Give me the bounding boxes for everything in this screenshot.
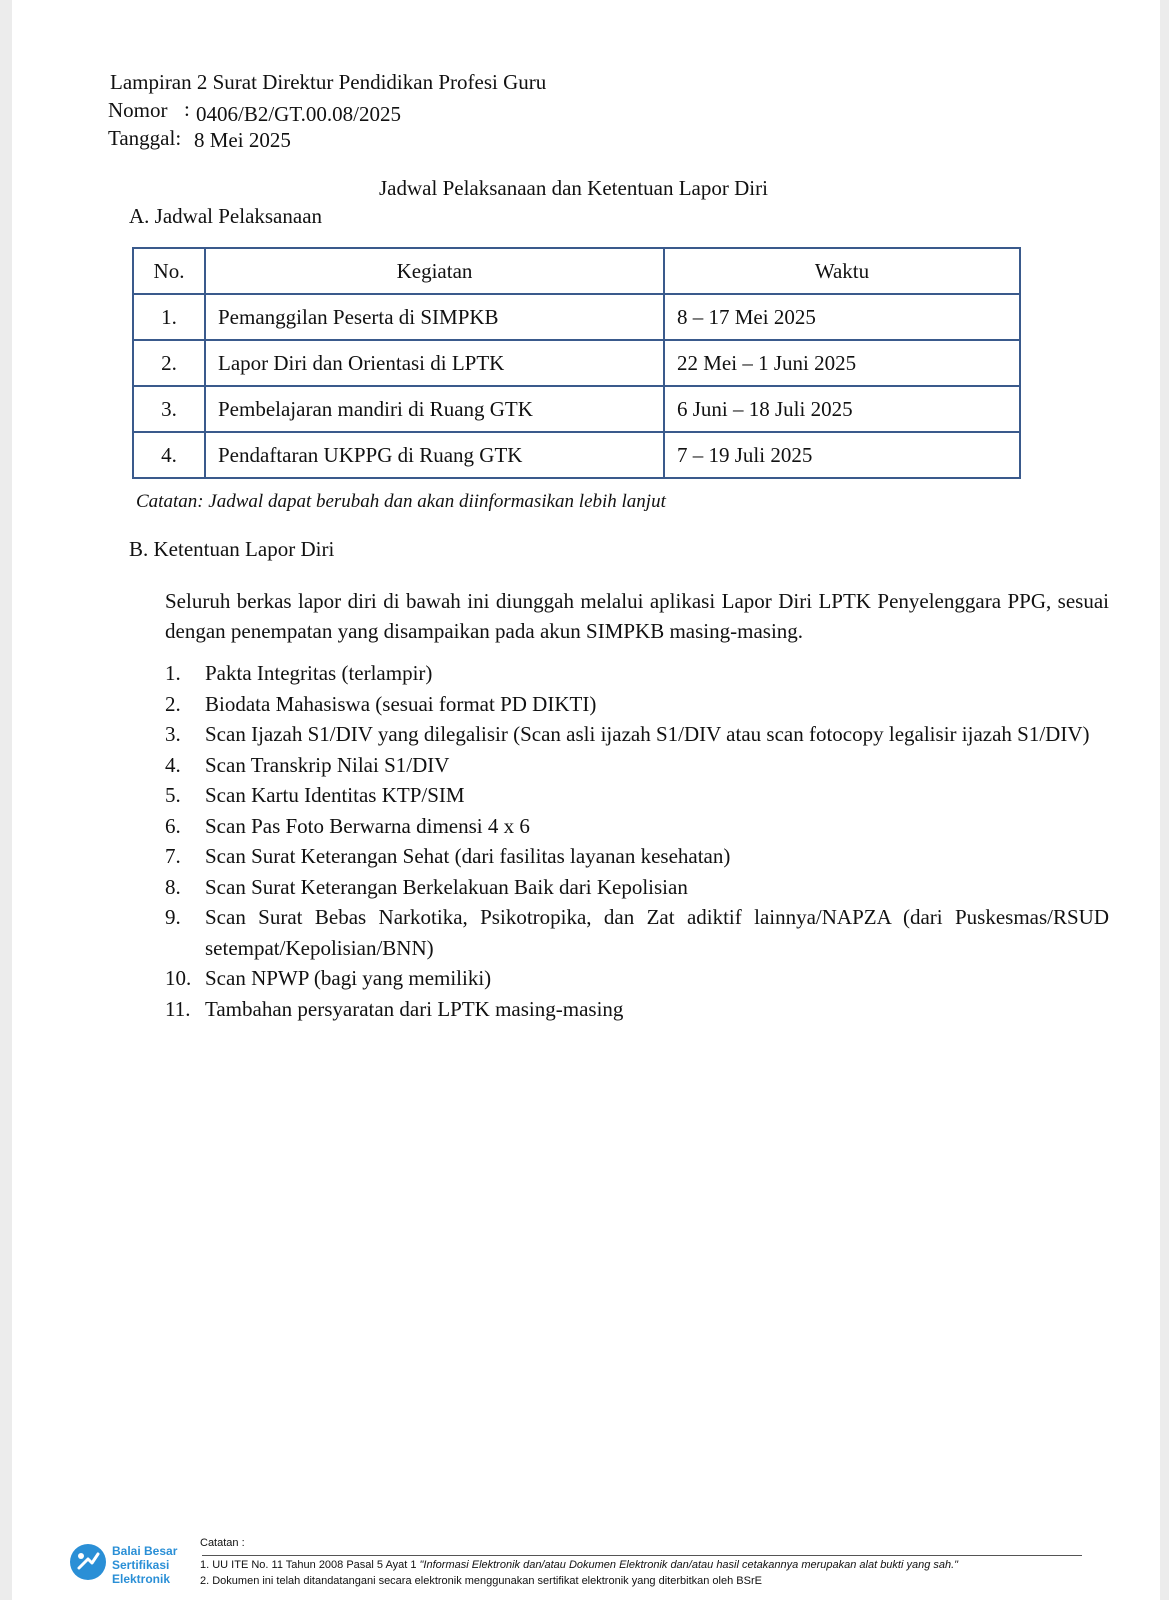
list-item: 3. Scan Ijazah S1/DIV yang dilegalisir (Scan asli ijazah S1/DIV atau scan fotocopy legalisir ijazah S1/DIV) (165, 722, 1090, 746)
row-activity: Pembelajaran mandiri di Ruang GTK (205, 386, 664, 432)
list-item: 1. Pakta Integritas (terlampir) (165, 661, 433, 685)
row-number: 1. (133, 294, 205, 340)
row-activity: Pendaftaran UKPPG di Ruang GTK (205, 432, 664, 478)
row-time: 6 Juni – 18 Juli 2025 (664, 386, 1020, 432)
table-row (133, 386, 1020, 432)
tanggal-value: 8 Mei 2025 (194, 128, 291, 152)
list-item: 8. Scan Surat Keterangan Berkelakuan Baik dari Kepolisian (165, 874, 688, 899)
row-number: 3. (133, 386, 205, 432)
header-kegiatan: Kegiatan (205, 248, 664, 294)
bsre-logo-icon (68, 1542, 108, 1582)
list-item: 7. Scan Surat Keterangan Sehat (dari fasilitas layanan kesehatan) (165, 844, 731, 868)
list-item: 6. Scan Pas Foto Berwarna dimensi 4 x 6 (165, 813, 530, 838)
list-item: 2. Biodata Mahasiswa (sesuai format PD DIKTI) (165, 691, 597, 716)
row-time: 7 – 19 Juli 2025 (664, 432, 1020, 478)
list-item: 11. Tambahan persyaratan dari LPTK masing-masing (165, 996, 624, 1021)
row-time: 22 Mei – 1 Juni 2025 (664, 340, 1020, 386)
footer-note-2: 2. Dokumen ini telah ditandatangani secara elektronik menggunakan sertifikat elektronik yang diterbitkan oleh BSrE (200, 1575, 762, 1587)
table-row (133, 294, 1020, 340)
list-item: 10. Scan NPWP (bagi yang memiliki) (165, 966, 492, 990)
tanggal-label: Tanggal: (108, 126, 182, 150)
footer-catatan-label: Catatan : (200, 1537, 245, 1549)
nomor-colon: : (184, 97, 190, 121)
letter-attachment-line: Lampiran 2 Surat Direktur Pendidikan Profesi Guru (110, 70, 547, 94)
schedule-note: Catatan: Jadwal dapat berubah dan akan diinformasikan lebih lanjut (136, 491, 666, 512)
document-title: Jadwal Pelaksanaan dan Ketentuan Lapor Diri (379, 176, 768, 200)
table-row (133, 340, 1020, 386)
list-item: 5. Scan Kartu Identitas KTP/SIM (165, 783, 465, 807)
footer-divider (202, 1555, 1082, 1556)
section-b-intro: Seluruh berkas lapor diri di bawah ini diunggah melalui aplikasi Lapor Diri LPTK Penyelenggara PPG, sesuai dengan penempatan yang disampaikan pada akun SIMPKB masing-masing. (165, 589, 1109, 643)
bsre-logo-text: Balai Besar Sertifikasi Elektronik (112, 1544, 178, 1586)
document-page (12, 0, 1160, 1600)
header-waktu: Waktu (664, 248, 1020, 294)
row-time: 8 – 17 Mei 2025 (664, 294, 1020, 340)
header-no: No. (133, 248, 205, 294)
footer-note-1: 1. UU ITE No. 11 Tahun 2008 Pasal 5 Ayat 1 "Informasi Elektronik dan/atau Dokumen Elektronik dan/atau hasil cetakannya merupakan alat bukti yang sah." (200, 1559, 959, 1571)
row-activity: Pemanggilan Peserta di SIMPKB (205, 294, 664, 340)
nomor-value: 0406/B2/GT.00.08/2025 (196, 102, 401, 126)
schedule-table (132, 247, 1021, 479)
table-row (133, 432, 1020, 478)
row-number: 2. (133, 340, 205, 386)
section-a-heading: A. Jadwal Pelaksanaan (129, 204, 323, 228)
section-b-heading: B. Ketentuan Lapor Diri (129, 537, 335, 561)
nomor-label: Nomor (108, 98, 168, 122)
row-number: 4. (133, 432, 205, 478)
row-activity: Lapor Diri dan Orientasi di LPTK (205, 340, 664, 386)
list-item: 9. Scan Surat Bebas Narkotika, Psikotropika, dan Zat adiktif lainnya/NAPZA (dari Puskesmas/RSUD setempat/Kepolisian/BNN) (165, 905, 1109, 960)
table-header-row (133, 248, 1020, 294)
list-item: 4. Scan Transkrip Nilai S1/DIV (165, 752, 450, 777)
requirements-list (165, 658, 1109, 1024)
